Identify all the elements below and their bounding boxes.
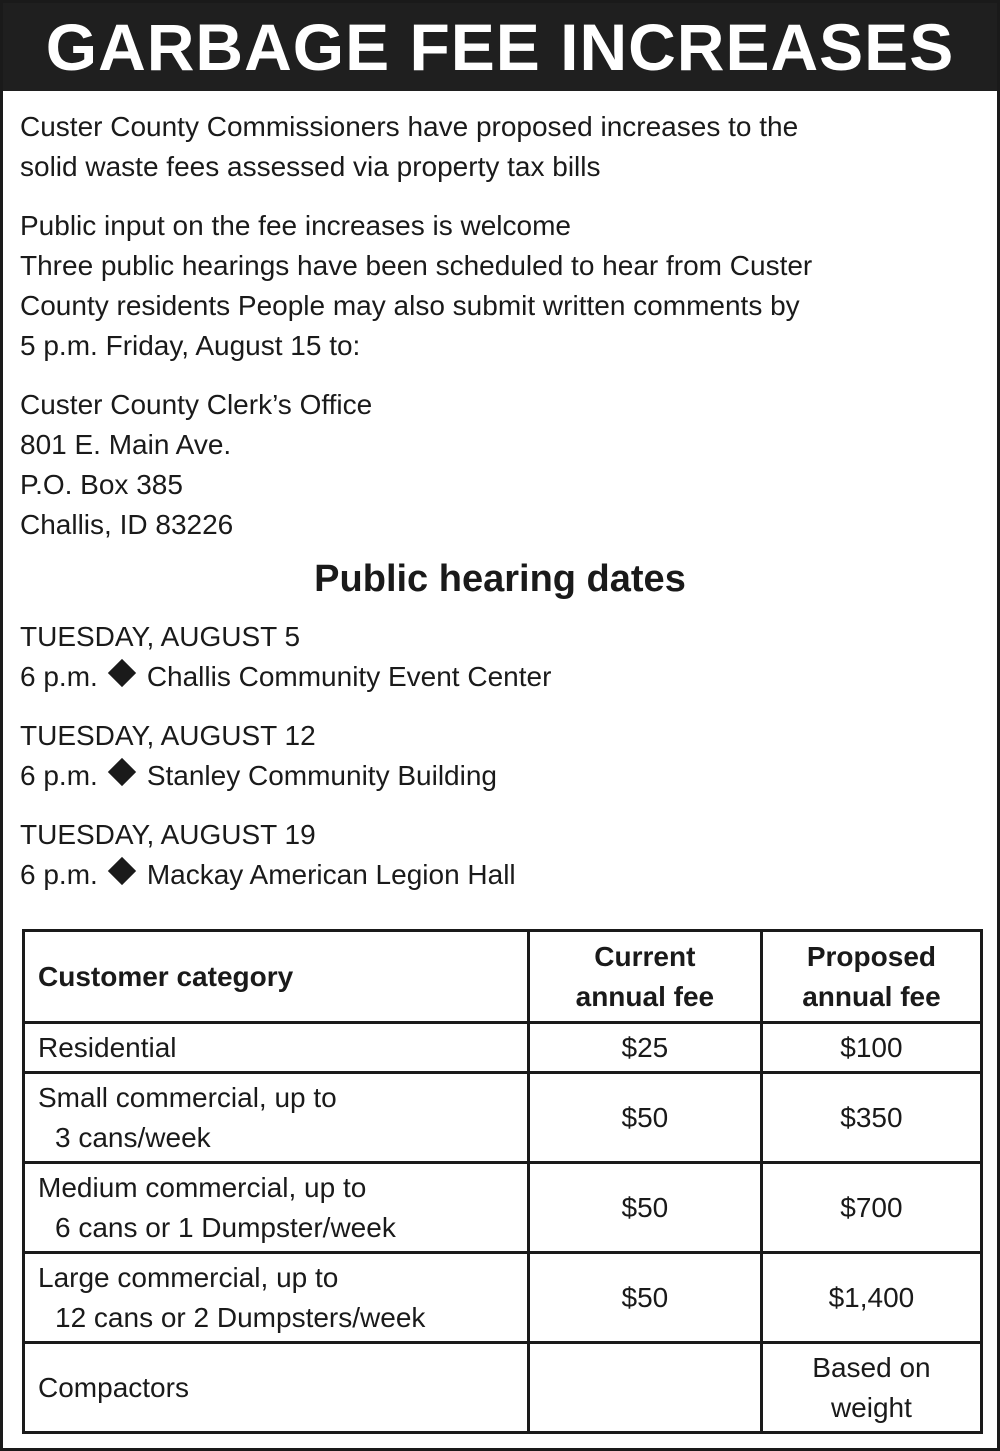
category-cell (24, 1023, 529, 1073)
current-fee-cell: $50 (528, 1253, 761, 1343)
hearing-date: TUESDAY, AUGUST 5 (20, 621, 301, 652)
header-current-line: annual fee (575, 980, 715, 1012)
table-header-row (24, 931, 982, 1023)
hearings-heading: Public hearing dates (314, 558, 686, 600)
category-line: Small commercial, up to (38, 1081, 337, 1113)
header-current-fee (528, 931, 761, 1023)
proposed-fee-cell: $1,400 (761, 1253, 981, 1343)
hearing-item (20, 617, 980, 697)
category-line: 6 cans or 1 Dumpster/week (55, 1211, 396, 1243)
address-line: P.O. Box 385 (20, 469, 183, 500)
category-line: 3 cans/week (55, 1121, 211, 1153)
diamond-icon (108, 857, 136, 885)
current-fee-cell (528, 1343, 761, 1433)
address-line: Custer County Clerk’s Office (20, 389, 373, 420)
header-customer-category: Customer category (24, 931, 529, 1023)
hearing-time: 6 p.m. (20, 760, 98, 791)
table-row (24, 1023, 982, 1073)
address-line: Challis, ID 83226 (20, 509, 234, 540)
category-line: 12 cans or 2 Dumpsters/week (55, 1301, 426, 1333)
table-row (24, 1253, 982, 1343)
category-line: Medium commercial, up to (38, 1171, 367, 1203)
fee-table (22, 929, 983, 1434)
diamond-icon (108, 659, 136, 687)
hearing-time: 6 p.m. (20, 661, 98, 692)
notice-body (20, 107, 980, 914)
hearing-item (20, 716, 980, 796)
hearing-location: Stanley Community Building (146, 760, 497, 791)
category-line: Residential (38, 1031, 177, 1063)
hearing-time-row (20, 657, 980, 697)
mailing-address (20, 385, 980, 545)
header-proposed-line: Proposed (806, 940, 936, 972)
hearing-time-row (20, 756, 980, 796)
proposed-fee-cell: $700 (761, 1163, 981, 1253)
category-cell (24, 1343, 529, 1433)
proposed-fee-cell: $350 (761, 1073, 981, 1163)
hearing-date: TUESDAY, AUGUST 12 (20, 720, 316, 751)
table-row (24, 1073, 982, 1163)
input-line: Public input on the fee increases is welcome (20, 210, 571, 241)
intro-line: solid waste fees assessed via property tax bills (20, 151, 601, 182)
public-input-paragraph (20, 206, 980, 366)
input-line: County residents People may also submit written comments by (20, 290, 800, 321)
current-fee-cell: $25 (528, 1023, 761, 1073)
hearing-time: 6 p.m. (20, 859, 98, 890)
input-line: 5 p.m. Friday, August 15 to: (20, 330, 361, 361)
header-current-line: Current (594, 940, 696, 972)
proposed-fee-cell: $100 (761, 1023, 981, 1073)
table-row (24, 1163, 982, 1253)
proposed-fee-line: weight (830, 1391, 912, 1423)
category-line: Compactors (38, 1371, 189, 1403)
proposed-fee-line: Based on (812, 1351, 931, 1383)
intro-paragraph (20, 107, 980, 187)
intro-line: Custer County Commissioners have proposed increases to the (20, 111, 799, 142)
header-proposed-fee (761, 931, 981, 1023)
page-title: GARBAGE FEE INCREASES (3, 3, 997, 91)
category-line: Large commercial, up to (38, 1261, 339, 1293)
proposed-fee-cell (761, 1343, 981, 1433)
address-line: 801 E. Main Ave. (20, 429, 232, 460)
category-cell (24, 1253, 529, 1343)
table-row (24, 1343, 982, 1433)
category-cell (24, 1073, 529, 1163)
diamond-icon (108, 758, 136, 786)
input-line: Three public hearings have been scheduled to hear from Custer (20, 250, 813, 281)
current-fee-cell: $50 (528, 1073, 761, 1163)
hearing-location: Mackay American Legion Hall (146, 859, 516, 890)
category-cell (24, 1163, 529, 1253)
header-proposed-line: annual fee (802, 980, 941, 1012)
hearing-location: Challis Community Event Center (146, 661, 552, 692)
current-fee-cell: $50 (528, 1163, 761, 1253)
hearing-date: TUESDAY, AUGUST 19 (20, 819, 316, 850)
hearing-time-row (20, 855, 980, 895)
hearing-item (20, 815, 980, 895)
